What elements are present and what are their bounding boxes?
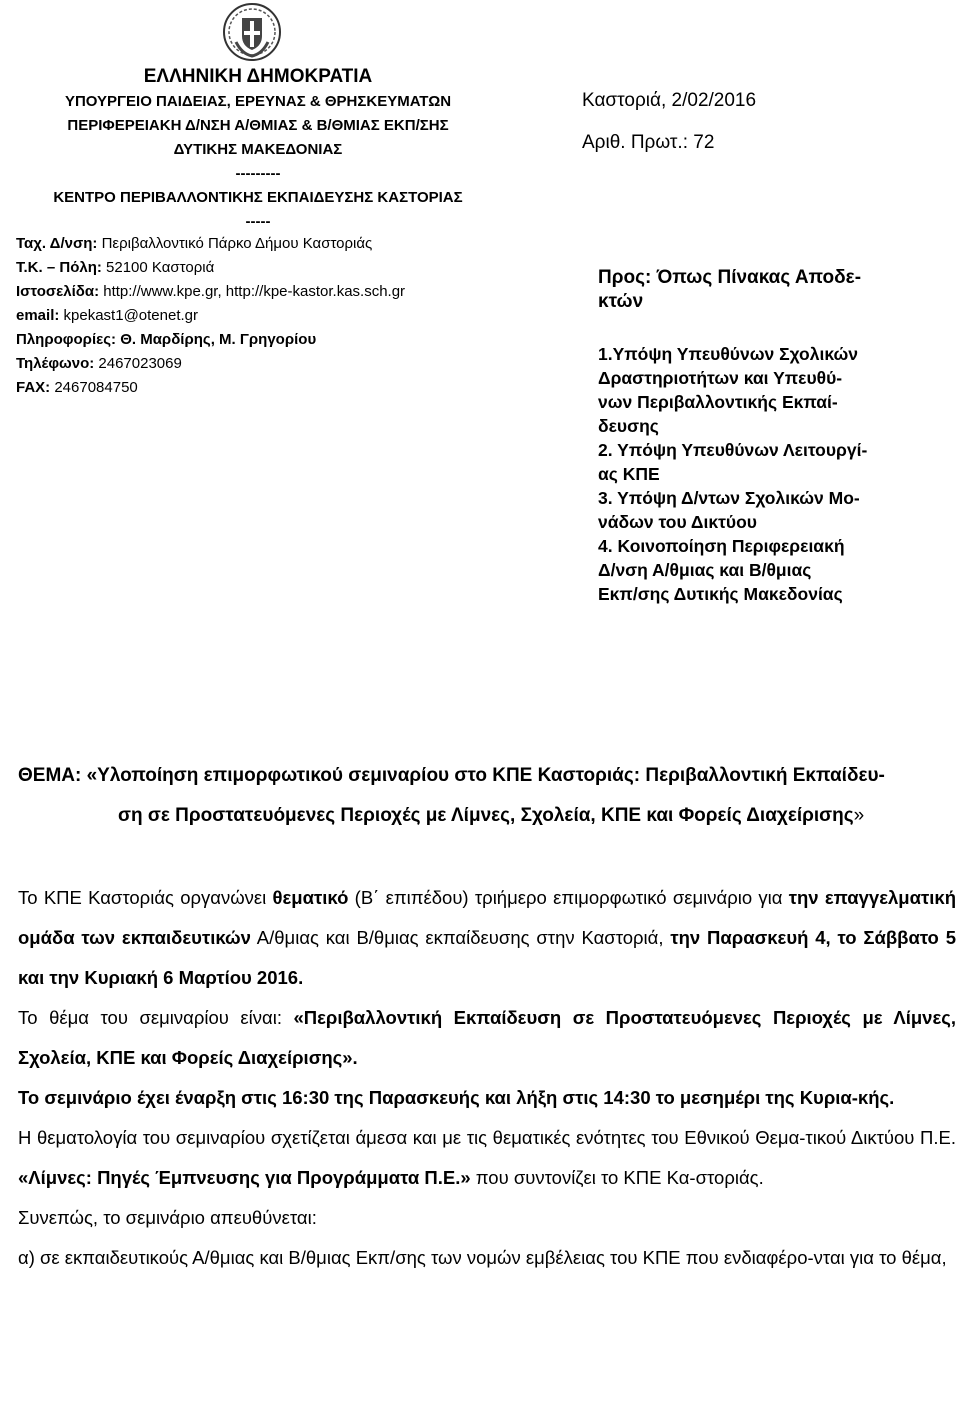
protocol-number: Αριθ. Πρωτ.: 72: [582, 132, 715, 153]
sender-header: [8, 64, 508, 234]
ministry-name: ΥΠΟΥΡΓΕΙΟ ΠΑΙΔΕΙΑΣ, ΕΡΕΥΝΑΣ & ΘΡΗΣΚΕΥΜΑΤΩΝ: [64, 93, 452, 110]
email-link[interactable]: kpekast1@otenet.gr: [59, 307, 198, 324]
separator-2: -----: [245, 213, 271, 230]
greek-coat-of-arms-icon: [222, 2, 282, 62]
recipient-list: [598, 342, 898, 606]
paragraph-3: Το σεμινάριο έχει έναρξη στις 16:30 της Παρασκευής και λήξη στις 14:30 το μεσημέρι της Κυρια-κής.: [18, 1087, 895, 1108]
paragraph-6: α) σε εκπαιδευτικούς Α/θμιας και Β/θμιας Εκπ/σης των νομών εμβέλειας του ΚΠΕ που ενδιαφέρο-νται για το θέμα,: [18, 1247, 947, 1268]
recipient-item: 1.Υπόψη Υπευθύνων Σχολικών Δραστηριοτήτων και Υπευθύ- νων Περιβαλλοντικής Εκπαί- δευσης: [598, 344, 859, 436]
recipient-to: Προς: Όπως Πίνακας Αποδε- κτών: [598, 267, 862, 312]
paragraph-2: Το θέμα του σεμιναρίου είναι: «Περιβαλλοντική Εκπαίδευση σε Προστατευόμενες Περιοχές με Λίμνες, Σχολεία, ΚΠΕ και Φορείς Διαχείρισης».: [18, 1007, 956, 1068]
directorate-line-2: ΔΥΤΙΚΗΣ ΜΑΚΕΔΟΝΙΑΣ: [173, 141, 343, 158]
recipient-item: 3. Υπόψη Δ/ντων Σχολικών Μο- νάδων του Δικτύου: [598, 488, 860, 532]
paragraph-1: Το ΚΠΕ Καστοριάς οργανώνει θεματικό (Β΄ επιπέδου) τριήμερο επιμορφωτικό σεμινάριο για την επαγγελματική ομάδα των εκπαιδευτικών Α/θμιας και Β/θμιας εκπαίδευσης στην Καστοριά, την Παρασκευή 4, το Σάββατο 5 και την Κυριακή 6 Μαρτίου 2016.: [18, 887, 956, 988]
email: email: kpekast1@otenet.gr: [16, 307, 198, 324]
country-name: ΕΛΛΗΝΙΚΗ ΔΗΜΟΚΡΑΤΙΑ: [143, 66, 373, 87]
paragraph-4: Η θεματολογία του σεμιναρίου σχετίζεται άμεσα και με τις θεματικές ενότητες του Εθνικού Θεμα-τικού Δικτύου Π.Ε. «Λίμνες: Πηγές Έμπνευσης για Προγράμματα Π.Ε.» που συντονίζει το ΚΠΕ Κα-στοριάς.: [18, 1127, 956, 1188]
recipients-block: [598, 266, 898, 606]
place-date: Καστοριά, 2/02/2016: [582, 90, 757, 111]
directorate-line-1: ΠΕΡΙΦΕΡΕΙΑΚΗ Δ/ΝΣΗ Α/ΘΜΙΑΣ & Β/ΘΜΙΑΣ ΕΚΠ/ΣΗΣ: [67, 117, 449, 134]
postal-address: Ταχ. Δ/νση: Περιβαλλοντικό Πάρκο Δήμου Καστοριάς: [16, 235, 373, 252]
info-contact: Πληροφορίες: Θ. Μαρδίρης, Μ. Γρηγορίου: [16, 331, 317, 348]
separator-1: ---------: [235, 165, 281, 182]
website-link[interactable]: http://www.kpe.gr, http://kpe-kastor.kas.sch.gr: [99, 283, 406, 300]
document-meta: [582, 86, 912, 158]
subject-heading: ΘΕΜΑ: «Υλοποίηση επιμορφωτικού σεμιναρίου στο ΚΠΕ Καστοριάς: Περιβαλλοντική Εκπαίδευ- ση σε Προστατευόμενες Περιοχές με Λίμνες, Σχολεία, ΚΠΕ και Φορείς Διαχείρισης»: [18, 765, 885, 826]
centre-name: ΚΕΝΤΡΟ ΠΕΡΙΒΑΛΛΟΝΤΙΚΗΣ ΕΚΠΑΙΔΕΥΣΗΣ ΚΑΣΤΟΡΙΑΣ: [53, 189, 463, 206]
phone: Τηλέφωνο: 2467023069: [16, 355, 182, 372]
letter-body: [18, 878, 956, 1278]
postal-code-city: Τ.Κ. – Πόλη: 52100 Καστοριά: [16, 259, 215, 276]
fax: FAX: 2467084750: [16, 379, 138, 396]
recipient-item: 4. Κοινοποίηση Περιφερειακή Δ/νση Α/θμιας και Β/θμιας Εκπ/σης Δυτικής Μακεδονίας: [598, 536, 845, 604]
paragraph-5: Συνεπώς, το σεμινάριο απευθύνεται:: [18, 1207, 317, 1228]
website: Ιστοσελίδα: http://www.kpe.gr, http://kpe-kastor.kas.sch.gr: [16, 283, 406, 300]
contact-block: [16, 232, 516, 400]
recipient-item: 2. Υπόψη Υπευθύνων Λειτουργί- ας ΚΠΕ: [598, 440, 868, 484]
